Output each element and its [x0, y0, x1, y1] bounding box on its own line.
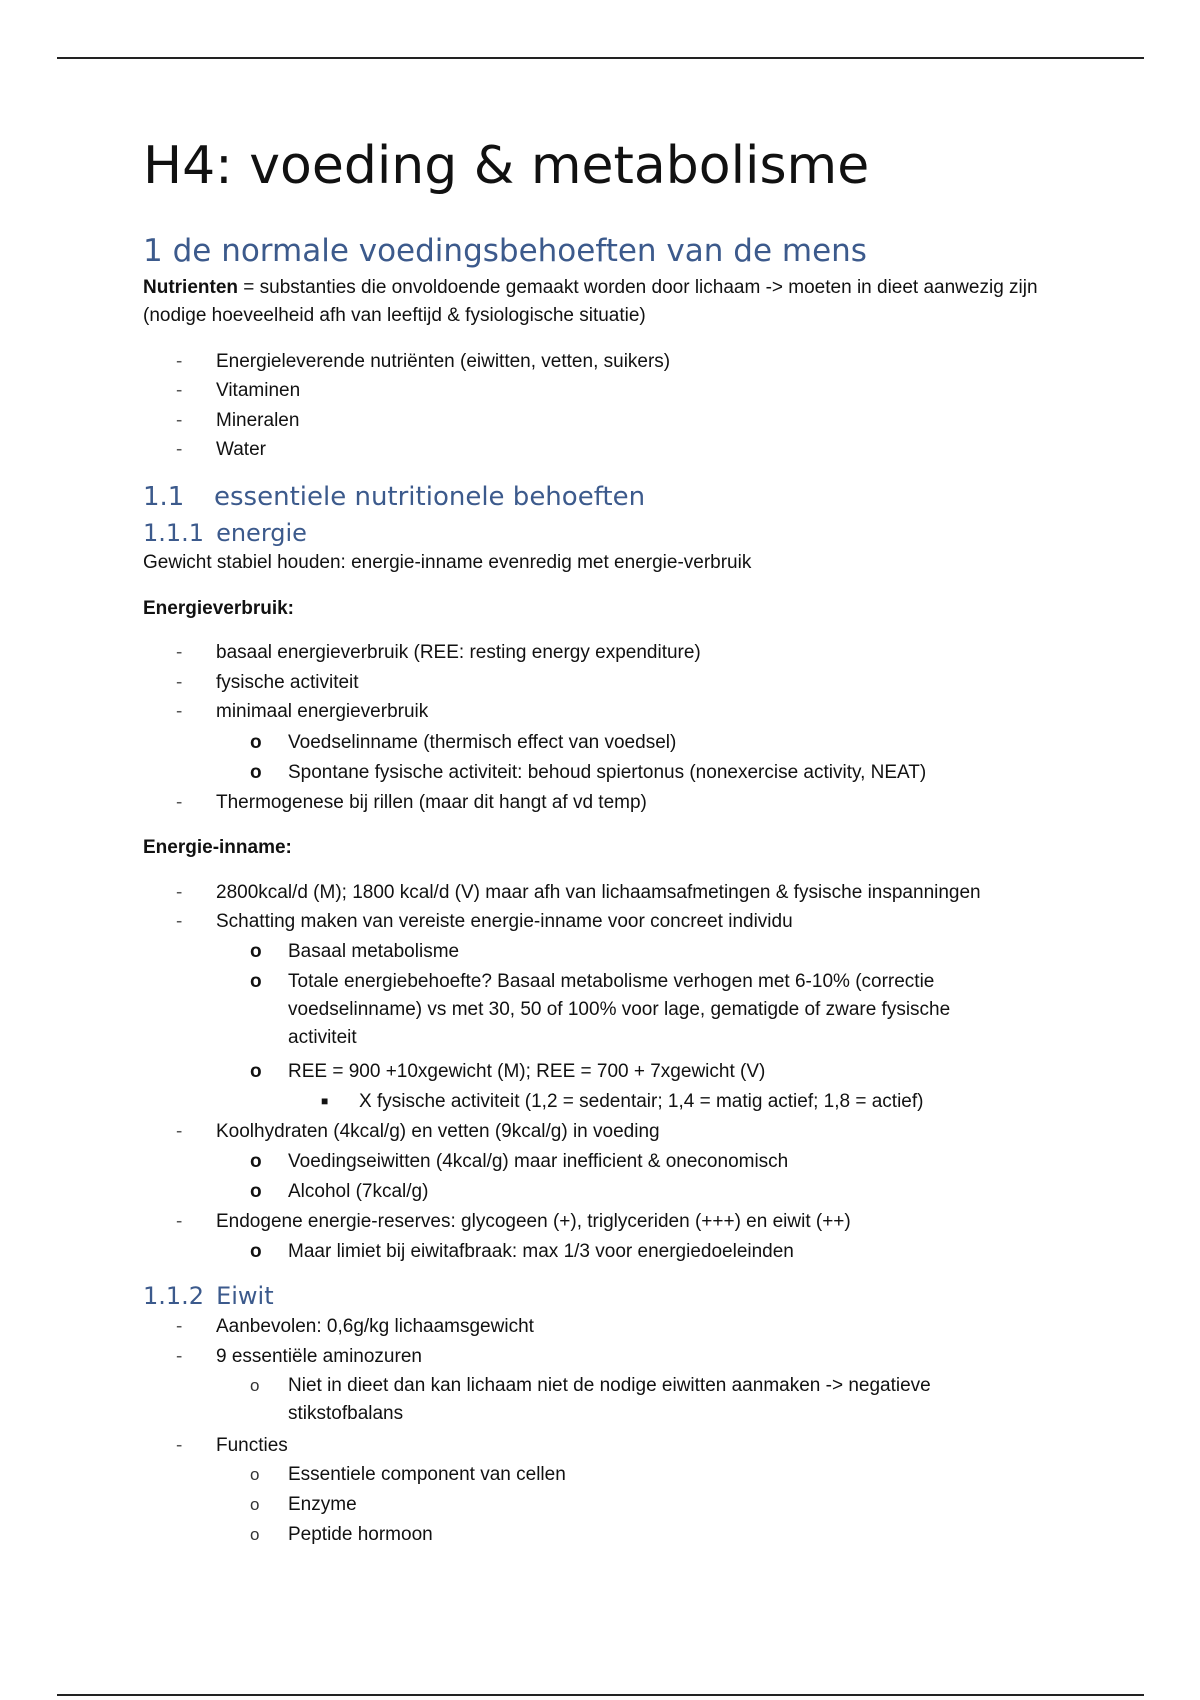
- list-item-text: Water: [216, 439, 266, 460]
- list-item-text: Spontane fysische activiteit: behoud spiertonus (nonexercise activity, NEAT): [288, 762, 927, 783]
- heading-text: de normale voedingsbehoeften van de mens: [172, 233, 867, 269]
- list-item-text: Aanbevolen: 0,6g/kg lichaamsgewicht: [216, 1316, 534, 1337]
- heading-text: essentiele nutritionele behoeften: [214, 482, 646, 512]
- heading-text: Eiwit: [216, 1282, 274, 1310]
- list-item-text: Voedselinname (thermisch effect van voedsel): [288, 732, 677, 753]
- list-item-text: Peptide hormoon: [288, 1524, 433, 1545]
- dash-bullet-icon: -: [176, 1211, 183, 1232]
- list-item: [176, 789, 647, 817]
- dash-bullet-icon: -: [176, 882, 183, 903]
- heading-text: energie: [216, 519, 307, 547]
- list-item: [250, 1238, 794, 1266]
- circle-bullet-icon: o: [250, 762, 262, 783]
- list-item: [250, 1148, 789, 1176]
- list-item: [250, 1521, 433, 1549]
- dash-bullet-icon: -: [176, 642, 183, 663]
- list-item-text: X fysische activiteit (1,2 = sedentair; 1,4 = matig actief; 1,8 = actief): [359, 1091, 924, 1112]
- heading-number: 1.1.2: [143, 1282, 205, 1310]
- list-item-text: Koolhydraten (4kcal/g) en vetten (9kcal/g) in voeding: [216, 1121, 660, 1142]
- dash-bullet-icon: -: [176, 439, 183, 460]
- list-item: [250, 1372, 1008, 1428]
- dash-bullet-icon: -: [176, 410, 183, 431]
- hollow-circle-bullet-icon: o: [250, 1525, 260, 1544]
- heading-number: 1.1.1: [143, 519, 205, 547]
- list-item-text: Niet in dieet dan kan lichaam niet de nodige eiwitten aanmaken -> negatieve stikstofbalans: [288, 1375, 931, 1424]
- list-item: [250, 1178, 429, 1206]
- dash-bullet-icon: -: [176, 380, 183, 401]
- list-item-text: 9 essentiële aminozuren: [216, 1346, 422, 1367]
- top-rule: [57, 57, 1144, 59]
- circle-bullet-icon: o: [250, 732, 262, 753]
- heading-number: 1.1: [143, 482, 185, 512]
- list-item-text: basaal energieverbruik (REE: resting energy expenditure): [216, 642, 701, 663]
- label-energie-inname: Energie-inname:: [143, 837, 292, 858]
- paragraph-nutrienten: [143, 274, 1043, 330]
- list-item-text: Schatting maken van vereiste energie-inname voor concreet individu: [216, 911, 793, 932]
- list-item-text: Energieleverende nutriënten (eiwitten, vetten, suikers): [216, 351, 671, 372]
- list-item: [176, 1343, 422, 1371]
- heading-number: 1: [143, 233, 163, 269]
- circle-bullet-icon: o: [250, 941, 262, 962]
- dash-bullet-icon: -: [176, 1346, 183, 1367]
- definition-text: = substanties die onvoldoende gemaakt worden door lichaam -> moeten in dieet aanwezig zijn (nodige hoeveelheid afh van leeftijd & fysiologische situatie): [143, 277, 1038, 326]
- list-item-text: Mineralen: [216, 410, 300, 431]
- dash-bullet-icon: -: [176, 672, 183, 693]
- list-item: [176, 407, 300, 435]
- list-item: [176, 348, 671, 376]
- list-item-text: Maar limiet bij eiwitafbraak: max 1/3 voor energiedoeleinden: [288, 1241, 794, 1262]
- list-item-text: Endogene energie-reserves: glycogeen (+), triglyceriden (+++) en eiwit (++): [216, 1211, 851, 1232]
- list-item: [176, 879, 981, 907]
- list-item: [176, 908, 793, 936]
- list-item-text: minimaal energieverbruik: [216, 701, 429, 722]
- list-item: [176, 436, 266, 464]
- list-item: [250, 1491, 357, 1519]
- bottom-rule: [57, 1694, 1144, 1696]
- hollow-circle-bullet-icon: o: [250, 1376, 260, 1395]
- circle-bullet-icon: o: [250, 971, 262, 992]
- circle-bullet-icon: o: [250, 1241, 262, 1262]
- list-item-text: Enzyme: [288, 1494, 357, 1515]
- list-item: [176, 377, 301, 405]
- term-nutrienten: Nutrienten: [143, 277, 238, 298]
- heading-section-1-1: [143, 484, 645, 510]
- list-item-text: 2800kcal/d (M); 1800 kcal/d (V) maar afh van lichaamsafmetingen & fysische inspanningen: [216, 882, 981, 903]
- page-title: H4: voeding & metabolisme: [143, 136, 870, 196]
- list-item-text: fysische activiteit: [216, 672, 359, 693]
- list-item: [250, 938, 460, 966]
- list-item-text: Alcohol (7kcal/g): [288, 1181, 429, 1202]
- square-bullet-icon: ■: [321, 1094, 329, 1108]
- list-item: [250, 968, 1008, 1052]
- label-energieverbruik: Energieverbruik:: [143, 598, 294, 619]
- list-item: [321, 1088, 924, 1116]
- dash-bullet-icon: -: [176, 351, 183, 372]
- dash-bullet-icon: -: [176, 911, 183, 932]
- list-item: [176, 698, 429, 726]
- list-item: [250, 729, 677, 757]
- list-item-text: Voedingseiwitten (4kcal/g) maar inefficient & oneconomisch: [288, 1151, 789, 1172]
- list-item-text: Functies: [216, 1435, 288, 1456]
- list-item-text: Totale energiebehoefte? Basaal metabolisme verhogen met 6-10% (correctie voedselinname) vs met 30, 50 of 100% voor lage, gematigde of zware fysische activiteit: [288, 971, 951, 1048]
- dash-bullet-icon: -: [176, 1435, 183, 1456]
- dash-bullet-icon: -: [176, 1121, 183, 1142]
- heading-section-1-1-2: [143, 1284, 274, 1308]
- hollow-circle-bullet-icon: o: [250, 1495, 260, 1514]
- list-item: [176, 1313, 534, 1341]
- paragraph-energie: Gewicht stabiel houden: energie-inname evenredig met energie-verbruik: [143, 552, 752, 573]
- list-item: [250, 759, 927, 787]
- list-item: [176, 1208, 851, 1236]
- list-item-text: REE = 900 +10xgewicht (M); REE = 700 + 7xgewicht (V): [288, 1061, 766, 1082]
- list-item-text: Vitaminen: [216, 380, 301, 401]
- list-item: [176, 669, 359, 697]
- dash-bullet-icon: -: [176, 1316, 183, 1337]
- list-item-text: Thermogenese bij rillen (maar dit hangt af vd temp): [216, 792, 647, 813]
- list-item-text: Essentiele component van cellen: [288, 1464, 566, 1485]
- heading-section-1: [143, 233, 867, 269]
- heading-section-1-1-1: [143, 521, 307, 545]
- list-item: [176, 1432, 288, 1460]
- list-item: [250, 1461, 566, 1489]
- dash-bullet-icon: -: [176, 701, 183, 722]
- list-item: [250, 1058, 766, 1086]
- list-item: [176, 639, 701, 667]
- circle-bullet-icon: o: [250, 1181, 262, 1202]
- list-item-text: Basaal metabolisme: [288, 941, 460, 962]
- dash-bullet-icon: -: [176, 792, 183, 813]
- circle-bullet-icon: o: [250, 1151, 262, 1172]
- list-item: [176, 1118, 660, 1146]
- hollow-circle-bullet-icon: o: [250, 1465, 260, 1484]
- circle-bullet-icon: o: [250, 1061, 262, 1082]
